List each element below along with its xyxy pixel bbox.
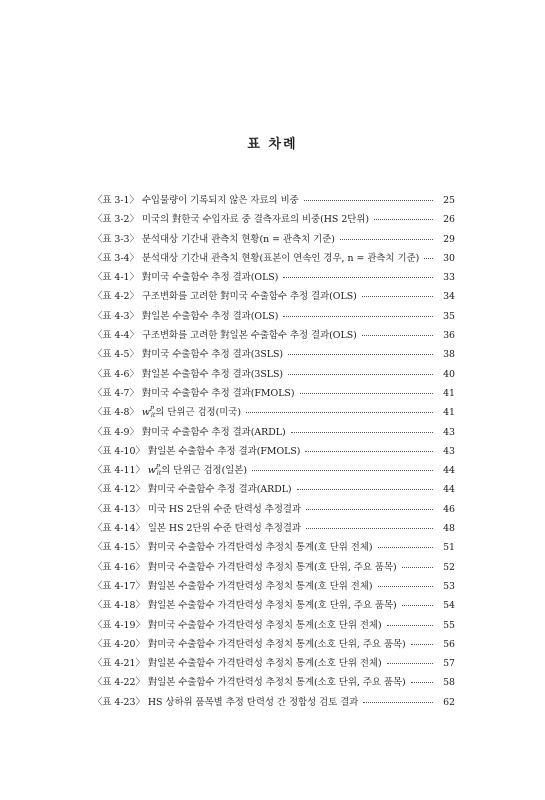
toc-entry[interactable]: [93, 443, 455, 462]
math-variable-w: w: [147, 465, 156, 477]
toc-entry[interactable]: [93, 250, 455, 269]
toc-entry[interactable]: [93, 308, 455, 327]
toc-entry-page: 43: [443, 426, 455, 438]
toc-entry-label: 〈표 4-5〉 對미국 수출함수 추정 결과(3SLS): [93, 349, 284, 361]
toc-entry-label: 〈표 4-10〉 對일본 수출함수 추정 결과(FMOLS): [93, 445, 301, 457]
toc-entry[interactable]: [93, 597, 455, 616]
toc-entry-label: 〈표 4-1〉 對미국 수출함수 추정 결과(OLS): [93, 272, 279, 284]
dot-leader: [306, 527, 433, 529]
toc-entry-page: 34: [443, 291, 455, 303]
dot-leader: [283, 276, 433, 278]
toc-entry[interactable]: [93, 617, 455, 636]
dot-leader: [362, 295, 433, 297]
toc-entry[interactable]: [93, 192, 455, 211]
toc-entry-page: 38: [443, 349, 455, 361]
table-of-contents: [93, 192, 455, 713]
toc-entry-label: 〈표 4-22〉 對일본 수출함수 가격탄력성 추정치 통계(소호 단위, 주요 품목): [93, 677, 406, 689]
toc-entry[interactable]: [93, 539, 455, 558]
toc-entry-page: 41: [443, 387, 455, 399]
toc-entry[interactable]: [93, 501, 455, 520]
toc-entry[interactable]: [93, 231, 455, 250]
toc-entry[interactable]: [93, 424, 455, 443]
dot-leader: [378, 585, 433, 587]
toc-entry-page: 53: [443, 580, 455, 592]
page-title: 표 차례: [247, 137, 298, 152]
toc-entry[interactable]: [93, 578, 455, 597]
dot-leader: [387, 624, 433, 626]
dot-leader: [424, 257, 433, 259]
toc-entry-label: 〈표 4-16〉 對미국 수출함수 가격탄력성 추정치 통계(호 단위, 주요 품목): [93, 561, 397, 573]
toc-entry-page: 30: [443, 252, 455, 264]
toc-entry-label-suffix: 의 단위근 검정(미국): [155, 407, 242, 419]
toc-entry-page: 55: [443, 619, 455, 631]
toc-entry-label-suffix: 의 단위근 검정(일본): [161, 465, 247, 477]
toc-entry-page: 57: [443, 658, 455, 670]
toc-entry-label: 〈표 4-18〉 對일본 수출함수 가격탄력성 추정치 통계(호 단위, 주요 품목): [93, 600, 397, 612]
dot-leader: [305, 450, 433, 452]
dot-leader: [374, 218, 433, 220]
dot-leader: [411, 681, 433, 683]
math-superscript: P: [155, 464, 160, 472]
dot-leader: [363, 701, 433, 703]
toc-entry-page: 51: [443, 542, 455, 554]
dot-leader: [291, 431, 433, 433]
toc-entry-label: 〈표 4-4〉 구조변화를 고려한 對일본 수출함수 추정 결과(OLS): [93, 330, 357, 342]
dot-leader: [340, 238, 433, 240]
toc-entry-page: 33: [443, 272, 455, 284]
toc-entry[interactable]: [93, 520, 455, 539]
toc-entry[interactable]: [93, 636, 455, 655]
math-superscript: P: [149, 406, 154, 414]
toc-entry-label: 〈표 4-13〉 미국 HS 2단위 수준 탄력성 추정결과: [93, 503, 302, 515]
toc-entry-page: 36: [443, 330, 455, 342]
toc-entry[interactable]: [93, 288, 455, 307]
toc-entry-label: [93, 404, 241, 418]
dot-leader: [362, 334, 433, 336]
dot-leader: [402, 566, 433, 568]
dot-leader: [288, 373, 433, 375]
toc-entry-label: 〈표 3-4〉 분석대상 기간내 관측치 현황(표본이 연속인 경우, n = 관측치 기준): [93, 252, 420, 264]
toc-entry[interactable]: [93, 559, 455, 578]
toc-entry-page: 29: [443, 233, 455, 245]
toc-entry-label: 〈표 4-23〉 HS 상하위 품목별 추정 탄력성 간 정합성 검토 결과: [93, 696, 359, 708]
dot-leader: [387, 662, 433, 664]
toc-entry-label-prefix: 〈표 4-8〉: [93, 407, 142, 419]
dot-leader: [402, 604, 433, 606]
toc-entry[interactable]: [93, 327, 455, 346]
toc-entry[interactable]: [93, 462, 455, 481]
toc-entry-page: 35: [443, 310, 455, 322]
dot-leader: [378, 546, 433, 548]
toc-entry-label-prefix: 〈표 4-11〉: [93, 465, 148, 477]
toc-entry-page: 26: [443, 214, 455, 226]
toc-entry-page: 46: [443, 503, 455, 515]
toc-entry[interactable]: [93, 366, 455, 385]
toc-entry[interactable]: [93, 346, 455, 365]
toc-entry-page: 54: [443, 600, 455, 612]
toc-entry-page: 48: [443, 523, 455, 535]
dot-leader: [252, 469, 433, 471]
toc-entry-label: 〈표 3-1〉 수입물량이 기록되지 않은 자료의 비중: [93, 195, 299, 206]
toc-entry-label: 〈표 4-17〉 對일본 수출함수 가격탄력성 추정치 통계(호 단위 전체): [93, 580, 373, 592]
toc-entry[interactable]: [93, 211, 455, 230]
toc-entry-label: 〈표 4-9〉 對미국 수출함수 추정 결과(ARDL): [93, 426, 286, 438]
toc-entry-page: 40: [443, 368, 455, 380]
toc-entry-page: 44: [443, 465, 455, 477]
toc-entry[interactable]: [93, 269, 455, 288]
dot-leader: [304, 199, 433, 201]
toc-entry-label: [93, 462, 247, 476]
toc-entry[interactable]: [93, 694, 455, 713]
dot-leader: [411, 643, 433, 645]
dot-leader: [306, 508, 433, 510]
math-subscript: it: [150, 412, 156, 419]
dot-leader: [246, 411, 433, 413]
toc-entry-label: 〈표 4-19〉 對미국 수출함수 가격탄력성 추정치 통계(소호 단위 전체): [93, 619, 382, 631]
toc-entry-label: 〈표 4-21〉 對일본 수출함수 가격탄력성 추정치 통계(소호 단위 전체): [93, 658, 382, 670]
toc-entry-label: 〈표 4-3〉 對일본 수출함수 추정 결과(OLS): [93, 310, 279, 322]
toc-entry-label: 〈표 3-2〉 미국의 對한국 수입자료 중 결측자료의 비중(HS 2단위): [93, 214, 370, 226]
toc-entry-label: 〈표 4-7〉 對미국 수출함수 추정 결과(FMOLS): [93, 387, 295, 399]
toc-entry-label: 〈표 4-6〉 對일본 수출함수 추정 결과(3SLS): [93, 368, 284, 380]
toc-entry[interactable]: [93, 404, 455, 423]
toc-entry[interactable]: [93, 481, 455, 500]
toc-entry[interactable]: [93, 385, 455, 404]
toc-entry-label: 〈표 4-2〉 구조변화를 고려한 對미국 수출함수 추정 결과(OLS): [93, 291, 357, 303]
toc-entry-page: 25: [443, 195, 455, 206]
math-subscript: it: [156, 470, 162, 477]
toc-entry[interactable]: [93, 655, 455, 674]
toc-entry-label: 〈표 4-12〉 對미국 수출함수 추정 결과(ARDL): [93, 484, 292, 496]
toc-entry-page: 43: [443, 445, 455, 457]
toc-entry-page: 62: [443, 696, 455, 708]
dot-leader: [297, 488, 433, 490]
toc-entry-page: 41: [443, 407, 455, 419]
toc-entry-page: 52: [443, 561, 455, 573]
dot-leader: [283, 315, 433, 317]
toc-entry-label: 〈표 3-3〉 분석대상 기간내 관측치 현황(n = 관측치 기준): [93, 233, 335, 245]
toc-entry-page: 58: [443, 677, 455, 689]
toc-entry[interactable]: [93, 674, 455, 693]
toc-entry-page: 56: [443, 638, 455, 650]
toc-entry-label: 〈표 4-15〉 對미국 수출함수 가격탄력성 추정치 통계(호 단위 전체): [93, 542, 373, 554]
dot-leader: [288, 353, 433, 355]
toc-entry-page: 44: [443, 484, 455, 496]
toc-entry-label: 〈표 4-14〉 일본 HS 2단위 수준 탄력성 추정결과: [93, 523, 302, 535]
toc-entry-label: 〈표 4-20〉 對미국 수출함수 가격탄력성 추정치 통계(소호 단위, 주요 품목): [93, 638, 406, 650]
math-variable-w: w: [141, 407, 150, 419]
dot-leader: [300, 392, 434, 394]
